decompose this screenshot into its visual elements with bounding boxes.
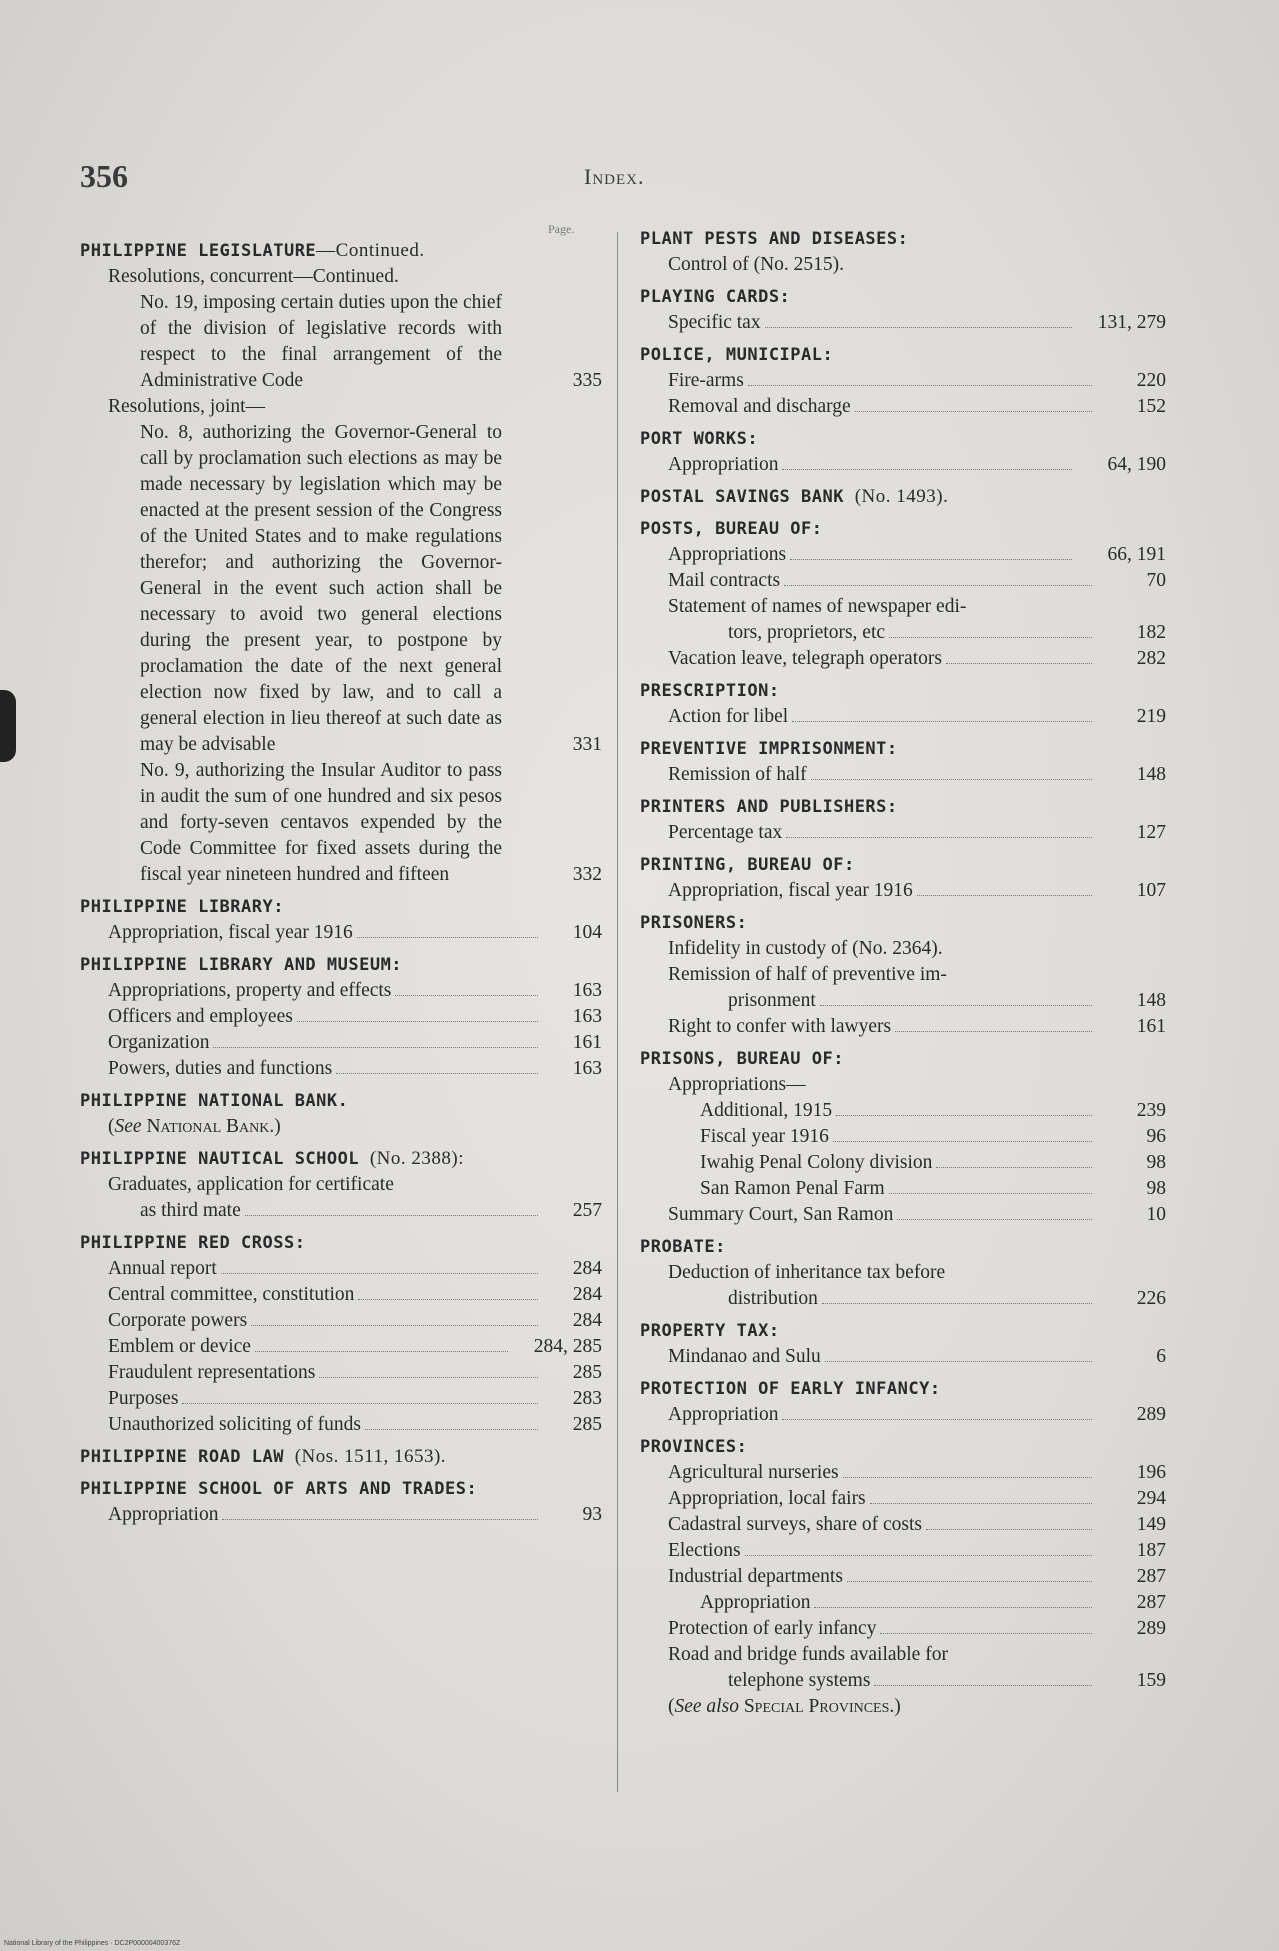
running-head-text: Index. — [584, 164, 645, 189]
index-entry — [640, 1176, 1166, 1202]
entry-text: Remission of half — [668, 764, 807, 785]
entry-text: Corporate powers — [108, 1310, 248, 1331]
index-entry — [640, 1286, 1166, 1312]
index-entry — [80, 978, 602, 1004]
entry-text: Appropriation — [700, 1592, 811, 1613]
leader-dots — [874, 1685, 1092, 1686]
entry-page: 148 — [1136, 990, 1166, 1011]
heading-tail: (No. 2388): — [369, 1148, 465, 1169]
index-entry — [640, 620, 1166, 646]
entry-page: 107 — [1136, 880, 1166, 901]
entry-text: Iwahig Penal Colony division — [700, 1152, 933, 1173]
leader-dots — [395, 995, 538, 996]
entry-text: Purposes — [108, 1388, 179, 1409]
entry-page: 284 — [572, 1284, 602, 1305]
index-entry — [640, 1538, 1166, 1564]
leader-dots — [213, 1047, 538, 1048]
leader-dots — [880, 1633, 1092, 1634]
entry-text: Percentage tax — [668, 822, 783, 843]
index-entry — [80, 1360, 602, 1386]
entry-text: Vacation leave, telegraph operators — [668, 648, 942, 669]
entry-text: Appropriation — [108, 1504, 219, 1525]
leader-dots — [745, 1555, 1092, 1556]
entry-text-line: Deduction of inheritance tax before — [668, 1262, 946, 1283]
entry-no8-page: 331 — [572, 734, 602, 755]
entry-page: 220 — [1136, 370, 1166, 391]
entry-page: 285 — [572, 1362, 602, 1383]
heading-probate: PROBATE: — [640, 1237, 726, 1257]
leader-dots — [926, 1529, 1092, 1530]
entry-page: 226 — [1136, 1288, 1166, 1309]
index-entry — [640, 1668, 1166, 1694]
entry-text: Additional, 1915 — [700, 1100, 833, 1121]
page-edge-shadow — [0, 690, 16, 762]
entry-no9-page: 332 — [572, 864, 602, 885]
leader-dots — [936, 1167, 1092, 1168]
subheading-resolutions-joint: Resolutions, joint— — [108, 396, 266, 417]
entry-page: 287 — [1136, 1592, 1166, 1613]
leader-dots — [895, 1031, 1092, 1032]
leader-dots — [297, 1021, 538, 1022]
leader-dots — [748, 385, 1092, 386]
see-also-label: See also — [674, 1696, 739, 1717]
index-entry — [640, 394, 1166, 420]
heading-tail: —Continued. — [316, 240, 425, 261]
heading-provinces: PROVINCES: — [640, 1437, 748, 1457]
entry-page: 187 — [1136, 1540, 1166, 1561]
entry-text: Organization — [108, 1032, 210, 1053]
index-entry — [80, 1282, 602, 1308]
entry-page: 289 — [1136, 1618, 1166, 1639]
leader-dots — [786, 837, 1092, 838]
index-entry — [640, 368, 1166, 394]
leader-dots — [811, 779, 1092, 780]
entry-text: as third mate — [140, 1200, 241, 1221]
leader-dots — [245, 1215, 538, 1216]
index-entry — [640, 1402, 1166, 1428]
entry-page: 284 — [572, 1310, 602, 1331]
heading-printing-bureau: PRINTING, BUREAU OF: — [640, 855, 855, 875]
leader-dots — [814, 1607, 1092, 1608]
running-head — [584, 164, 645, 190]
index-entry — [640, 646, 1166, 672]
column-divider — [617, 232, 618, 1792]
entry-text-line: Remission of half of preventive im- — [668, 964, 947, 985]
entry-page: 239 — [1136, 1100, 1166, 1121]
entry-no8-text — [80, 420, 602, 758]
see-label: See — [114, 1116, 142, 1137]
leader-dots — [870, 1503, 1092, 1504]
index-entry — [80, 1386, 602, 1412]
index-entry — [80, 1056, 602, 1082]
cross-reference: (See National Bank.) — [108, 1116, 281, 1137]
leader-dots — [319, 1377, 538, 1378]
index-entry — [640, 1124, 1166, 1150]
leader-dots — [833, 1141, 1092, 1142]
entry-page: 284, 285 — [533, 1336, 602, 1357]
index-entry — [80, 1030, 602, 1056]
leader-dots — [836, 1115, 1092, 1116]
entry-text: Mail contracts — [668, 570, 781, 591]
heading-prisons-bureau: PRISONS, BUREAU OF: — [640, 1049, 844, 1069]
reference-text: Special Provinces. — [743, 1696, 895, 1717]
heading-printers-publishers: PRINTERS AND PUBLISHERS: — [640, 797, 898, 817]
heading-philippine-library: PHILIPPINE LIBRARY: — [80, 897, 284, 917]
index-entry — [80, 1502, 602, 1528]
entry-page: 161 — [572, 1032, 602, 1053]
heading-port-works: PORT WORKS: — [640, 429, 759, 449]
entry-page: 66, 191 — [1107, 544, 1166, 565]
scan-footer: National Library of the Philippines · DC2P00000400376Z — [4, 1940, 181, 1947]
heading-posts-bureau: POSTS, BUREAU OF: — [640, 519, 823, 539]
page-column-label: Page. — [548, 222, 575, 236]
entry-text: Elections — [668, 1540, 741, 1561]
entry-page: 287 — [1136, 1566, 1166, 1587]
entry-text-line: Road and bridge funds available for — [668, 1644, 948, 1665]
index-entry — [640, 1486, 1166, 1512]
entry-text: Appropriation, fiscal year 1916 — [108, 922, 353, 943]
heading-early-infancy: PROTECTION OF EARLY INFANCY: — [640, 1379, 941, 1399]
leader-dots — [790, 559, 1072, 560]
index-entry — [640, 878, 1166, 904]
index-entry — [640, 1512, 1166, 1538]
entry-page: 93 — [582, 1504, 602, 1525]
entry-text: tors, proprietors, etc — [728, 622, 886, 643]
leader-dots — [897, 1219, 1092, 1220]
index-column-right — [640, 220, 1166, 1720]
entry-page: 10 — [1146, 1204, 1166, 1225]
index-entry — [640, 568, 1166, 594]
heading-tail: (No. 1493). — [854, 486, 949, 507]
entry-text: Industrial departments — [668, 1566, 843, 1587]
index-entry — [80, 920, 602, 946]
heading-text: PHILIPPINE ROAD LAW — [80, 1447, 284, 1467]
heading-text: PHILIPPINE LEGISLATURE — [80, 241, 317, 261]
entry-page: 149 — [1136, 1514, 1166, 1535]
index-entry — [640, 988, 1166, 1014]
entry-text: Fire-arms — [668, 370, 744, 391]
heading-nautical-school — [80, 1146, 602, 1172]
leader-dots — [855, 411, 1092, 412]
entry-text: telephone systems — [728, 1670, 871, 1691]
index-entry — [80, 1256, 602, 1282]
entry-page: 289 — [1136, 1404, 1166, 1425]
entry-text-line: Control of (No. 2515). — [668, 254, 845, 275]
heading-preventive-imprisonment: PREVENTIVE IMPRISONMENT: — [640, 739, 898, 759]
leader-dots — [946, 663, 1092, 664]
entry-text: Mindanao and Sulu — [668, 1346, 821, 1367]
heading-tail: (Nos. 1511, 1653). — [294, 1446, 447, 1467]
heading-philippine-legislature — [80, 238, 602, 264]
leader-dots — [792, 721, 1092, 722]
entry-text-line: Statement of names of newspaper edi- — [668, 596, 967, 617]
entry-page: 104 — [572, 922, 602, 943]
entry-text: prisonment — [728, 990, 816, 1011]
leader-dots — [221, 1273, 538, 1274]
index-entry — [640, 704, 1166, 730]
leader-dots — [889, 1193, 1092, 1194]
index-entry — [640, 762, 1166, 788]
index-entry — [640, 1202, 1166, 1228]
entry-text: Appropriation — [668, 1404, 779, 1425]
leader-dots — [255, 1351, 508, 1352]
subheading-resolutions-concurrent: Resolutions, concurrent—Continued. — [108, 266, 399, 287]
index-entry — [640, 310, 1166, 336]
entry-no9-body: No. 9, authorizing the Insular Auditor to pass in audit the sum of one hundred and six pesos and forty-seven centavos expended by the Code Committee for fixed assets during the fiscal year nineteen hundred and fifteen — [140, 760, 502, 885]
heading-red-cross: PHILIPPINE RED CROSS: — [80, 1233, 306, 1253]
entry-text: Officers and employees — [108, 1006, 293, 1027]
entry-text: Appropriations, property and effects — [108, 980, 392, 1001]
entry-page: 98 — [1146, 1178, 1166, 1199]
heading-text: POSTAL SAVINGS BANK — [640, 487, 844, 507]
entry-page: 257 — [572, 1200, 602, 1221]
entry-page: 285 — [572, 1414, 602, 1435]
heading-library-and-museum: PHILIPPINE LIBRARY AND MUSEUM: — [80, 955, 403, 975]
entry-text-line: Graduates, application for certificate — [108, 1174, 394, 1195]
entry-page: 163 — [572, 1058, 602, 1079]
entry-text: Appropriations — [668, 544, 787, 565]
entry-text-line: Infidelity in custody of (No. 2364). — [668, 938, 943, 959]
entry-text: Appropriation, fiscal year 1916 — [668, 880, 913, 901]
entry-page: 294 — [1136, 1488, 1166, 1509]
entry-page: 163 — [572, 1006, 602, 1027]
heading-plant-pests: PLANT PESTS AND DISEASES: — [640, 229, 909, 249]
heading-prescription: PRESCRIPTION: — [640, 681, 780, 701]
entry-text: Cadastral surveys, share of costs — [668, 1514, 922, 1535]
index-entry — [640, 1616, 1166, 1642]
heading-text: PHILIPPINE NAUTICAL SCHOOL — [80, 1149, 360, 1169]
entry-page: 152 — [1136, 396, 1166, 417]
entry-page: 6 — [1156, 1346, 1166, 1367]
entry-page: 127 — [1136, 822, 1166, 843]
entry-text-line: Appropriations— — [668, 1074, 806, 1095]
entry-text: Right to confer with lawyers — [668, 1016, 892, 1037]
entry-text: Unauthorized soliciting of funds — [108, 1414, 361, 1435]
heading-national-bank: PHILIPPINE NATIONAL BANK. — [80, 1091, 349, 1111]
leader-dots — [182, 1403, 538, 1404]
entry-page: 148 — [1136, 764, 1166, 785]
page-number: 356 — [80, 158, 128, 194]
entry-text: Action for libel — [668, 706, 789, 727]
entry-text: Agricultural nurseries — [668, 1462, 839, 1483]
index-entry — [640, 1460, 1166, 1486]
leader-dots — [358, 1299, 538, 1300]
entry-text: Appropriation — [668, 454, 779, 475]
heading-school-of-arts: PHILIPPINE SCHOOL OF ARTS AND TRADES: — [80, 1479, 478, 1499]
entry-text: Emblem or device — [108, 1336, 251, 1357]
leader-dots — [820, 1005, 1092, 1006]
entry-page: 64, 190 — [1107, 454, 1166, 475]
entry-page: 284 — [572, 1258, 602, 1279]
entry-page: 283 — [572, 1388, 602, 1409]
index-entry — [640, 1344, 1166, 1370]
index-entry — [640, 1150, 1166, 1176]
entry-page: 182 — [1136, 622, 1166, 643]
index-entry — [80, 1334, 602, 1360]
entry-text: Appropriation, local fairs — [668, 1488, 866, 1509]
entry-page: 282 — [1136, 648, 1166, 669]
leader-dots — [357, 937, 538, 938]
leader-dots — [251, 1325, 538, 1326]
entry-text: Removal and discharge — [668, 396, 851, 417]
heading-road-law — [80, 1444, 602, 1470]
entry-text: Annual report — [108, 1258, 217, 1279]
leader-dots — [917, 895, 1092, 896]
heading-prisoners: PRISONERS: — [640, 913, 748, 933]
leader-dots — [765, 327, 1072, 328]
entry-page: 131, 279 — [1097, 312, 1166, 333]
entry-text: San Ramon Penal Farm — [700, 1178, 885, 1199]
index-entry — [640, 1564, 1166, 1590]
entry-no8-body: No. 8, authorizing the Governor-General to call by proclamation such elections as may be made necessary by legislation which may be enacted at the present session of the Congress of the United States and to make regulations therefor; and authorizing the Governor-General in the event such action shall be necessary to avoid two general elections during the present year, to postpone by proclamation the date of the next general election now fixed by law, and to call a general election in lieu thereof at such date as may be advisable — [140, 422, 502, 755]
heading-property-tax: PROPERTY TAX: — [640, 1321, 780, 1341]
entry-no19-page: 335 — [572, 370, 602, 391]
heading-postal-savings-bank — [640, 484, 1166, 510]
leader-dots — [782, 1419, 1092, 1420]
entry-text: Fraudulent representations — [108, 1362, 316, 1383]
entry-text: Powers, duties and functions — [108, 1058, 333, 1079]
index-entry — [640, 1014, 1166, 1040]
entry-page: 163 — [572, 980, 602, 1001]
cross-reference: (See also Special Provinces.) — [668, 1696, 901, 1717]
entry-page: 96 — [1146, 1126, 1166, 1147]
entry-page: 196 — [1136, 1462, 1166, 1483]
heading-playing-cards: PLAYING CARDS: — [640, 287, 791, 307]
index-entry — [80, 1198, 602, 1224]
leader-dots — [822, 1303, 1092, 1304]
reference-text: National Bank. — [146, 1116, 275, 1137]
leader-dots — [782, 469, 1072, 470]
index-entry — [640, 452, 1166, 478]
entry-text: Specific tax — [668, 312, 761, 333]
entry-text: Central committee, constitution — [108, 1284, 355, 1305]
leader-dots — [889, 637, 1092, 638]
entry-text: Fiscal year 1916 — [700, 1126, 829, 1147]
index-entry — [640, 542, 1166, 568]
entry-page: 159 — [1136, 1670, 1166, 1691]
leader-dots — [222, 1519, 538, 1520]
entry-no19-body: No. 19, imposing certain duties upon the chief of the division of legislative records with respect to the final arrangement of the Administrative Code — [140, 292, 502, 391]
index-entry — [80, 1308, 602, 1334]
entry-page: 219 — [1136, 706, 1166, 727]
entry-text: Protection of early infancy — [668, 1618, 877, 1639]
entry-page: 70 — [1146, 570, 1166, 591]
entry-text: distribution — [728, 1288, 818, 1309]
entry-page: 161 — [1136, 1016, 1166, 1037]
entry-text: Summary Court, San Ramon — [668, 1204, 894, 1225]
leader-dots — [336, 1073, 538, 1074]
leader-dots — [847, 1581, 1092, 1582]
index-entry — [640, 1590, 1166, 1616]
index-entry — [80, 1412, 602, 1438]
leader-dots — [365, 1429, 538, 1430]
leader-dots — [843, 1477, 1092, 1478]
index-entry — [640, 820, 1166, 846]
index-column-left — [80, 232, 602, 1528]
heading-police-municipal: POLICE, MUNICIPAL: — [640, 345, 834, 365]
leader-dots — [825, 1361, 1092, 1362]
entry-page: 98 — [1146, 1152, 1166, 1173]
leader-dots — [784, 585, 1092, 586]
index-entry — [80, 1004, 602, 1030]
index-entry — [640, 1098, 1166, 1124]
